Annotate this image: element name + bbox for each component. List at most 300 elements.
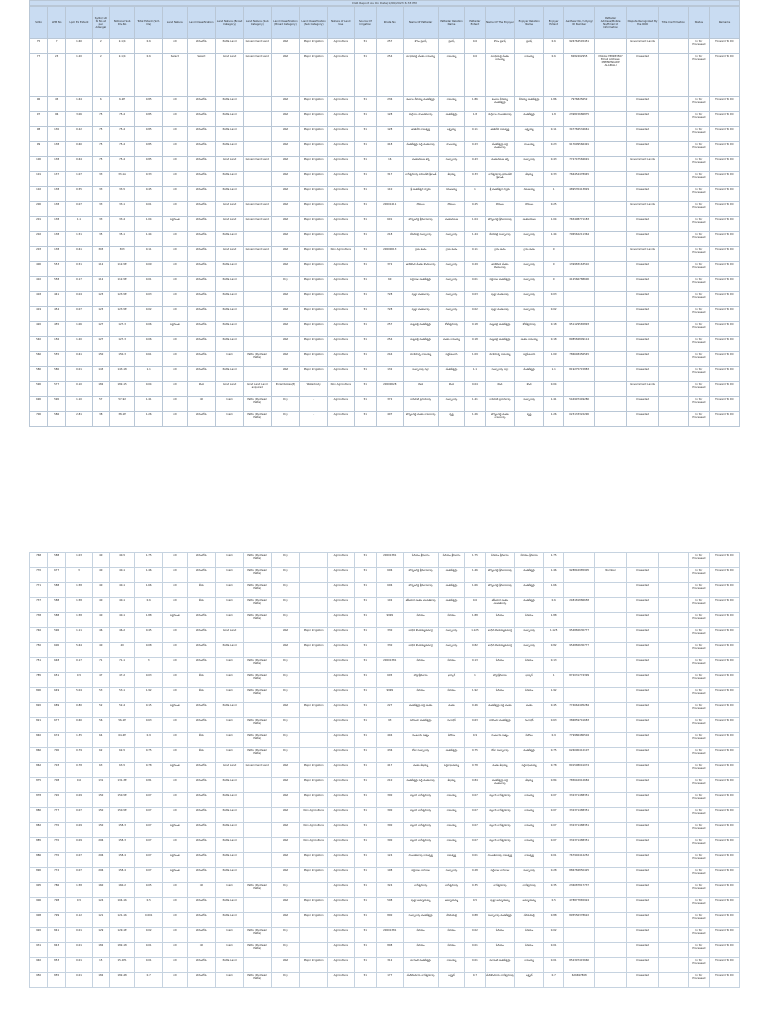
table-cell: Inam: [216, 943, 244, 958]
table-cell: [595, 292, 627, 307]
table-cell: Agriculture: [328, 232, 355, 247]
table-cell: 1.58: [66, 613, 93, 628]
table-cell: 51: [354, 322, 376, 337]
table-cell: [564, 382, 595, 397]
table-cell: 880: [30, 808, 48, 823]
table-cell: ntl: [163, 808, 187, 823]
table-cell: 257: [376, 39, 403, 54]
table-cell: [595, 172, 627, 187]
table-cell: నాగేశ్వరరావు: [515, 883, 544, 898]
table-cell: 885: [30, 838, 48, 853]
table-cell: Unseeded: [627, 928, 659, 943]
table-cell: 1.58: [66, 598, 93, 613]
table-cell: వెంకటేశ్వర్లు: [438, 598, 465, 613]
table-row: [30, 277, 740, 292]
table-cell: 51: [354, 778, 376, 793]
table-cell: 0.45: [135, 187, 163, 202]
table-cell: In for Processed: [688, 628, 709, 643]
table-cell: Major Irrigation: [300, 778, 328, 793]
table-cell: గుంటూరు సత్యం: [485, 733, 515, 748]
table-cell: శేషయ్య: [438, 172, 465, 187]
table-cell: పొరంబోకు: [187, 127, 216, 142]
table-cell: వెంకటేశ్వర్లు: [515, 598, 544, 613]
table-cell: In for Processed: [688, 322, 709, 337]
table-cell: 51: [354, 883, 376, 898]
table-cell: 1.04: [135, 217, 163, 232]
table-cell: 954882630777: [564, 643, 595, 658]
table-cell: 51: [354, 187, 376, 202]
table-cell: Patta Land: [216, 187, 244, 202]
table-cell: రామయ్య: [438, 54, 465, 97]
table-cell: 51: [354, 142, 376, 157]
table-cell: Forward To DC: [710, 868, 740, 883]
table-cell: 0.5: [135, 898, 163, 913]
table-cell: [658, 598, 688, 613]
table-cell: Agriculture: [328, 277, 355, 292]
table-cell: పొరంబోకు: [187, 853, 216, 868]
table-cell: 0.18: [465, 322, 485, 337]
table-cell: శేషయ్య: [515, 172, 544, 187]
table-cell: 1.09: [544, 352, 564, 367]
table-cell: సుబ్బారావు వెంకటేశ్వర్లు: [403, 913, 438, 928]
table-cell: 51: [354, 292, 376, 307]
table-cell: ntl: [163, 943, 187, 958]
table-cell: 407: [376, 412, 403, 427]
table-cell: In for Processed: [688, 823, 709, 838]
table-cell: Forward To DC: [710, 628, 740, 643]
table-cell: Major Irrigation: [300, 232, 328, 247]
report-page-2: [29, 552, 768, 1024]
table-cell: 138: [48, 157, 66, 172]
table-cell: 0.6: [544, 54, 564, 97]
table-cell: [595, 337, 627, 352]
table-cell: Patta Land: [216, 292, 244, 307]
table-cell: Major Irrigation: [300, 643, 328, 658]
table-cell: పొరంబోకు: [187, 142, 216, 157]
table-cell: 40-1: [109, 568, 135, 583]
table-cell: Forward To DC: [710, 838, 740, 853]
table-cell: 202: [30, 232, 48, 247]
table-cell: 0.03: [465, 292, 485, 307]
table-cell: రామయ్య: [438, 823, 465, 838]
table-cell: 1.75: [465, 553, 485, 568]
table-cell: ntl: [163, 928, 187, 943]
table-cell: వల్లూరి నాగేశ్వరరావు: [485, 793, 515, 808]
table-cell: In for Processed: [688, 352, 709, 367]
table-cell: వల్లూరి నాగేశ్వరరావు: [485, 808, 515, 823]
table-cell: 1.75: [135, 553, 163, 568]
table-cell: Select: [187, 54, 216, 97]
table-cell: 703: [48, 763, 66, 778]
table-cell: 786: [48, 883, 66, 898]
table-cell: Agriculture: [328, 412, 355, 427]
table-cell: మాగంటి వెంకటేశ్వర్లు: [485, 958, 515, 973]
table-cell: Patta Land: [216, 643, 244, 658]
table-cell: Government Lands: [627, 382, 659, 397]
table-cell: కోలా సుబ్బారావు: [485, 748, 515, 763]
table-cell: 75-4: [109, 142, 135, 157]
table-cell: 33: [92, 187, 109, 202]
table-cell: 51: [354, 277, 376, 292]
table-cell: Forward To DC: [710, 352, 740, 367]
table-cell: శ్రీ వెంకటేశ్వర స్వామి: [403, 187, 438, 202]
table-cell: 40: [92, 613, 109, 628]
table-cell: [595, 232, 627, 247]
table-cell: 728: [376, 307, 403, 322]
table-cell: [595, 748, 627, 763]
table-cell: 841: [48, 928, 66, 943]
table-cell: లక్ష్మయ్య: [515, 127, 544, 142]
table-cell: 372: [376, 397, 403, 412]
column-header: Land Classification (Broad Category): [271, 7, 300, 39]
table-cell: బీడు: [187, 598, 216, 613]
table-cell: 51: [354, 337, 376, 352]
table-cell: 51: [354, 367, 376, 382]
table-cell: Forward To DC: [710, 958, 740, 973]
table-cell: సుబ్బారావు: [515, 277, 544, 292]
table-cell: Major Irrigation: [300, 958, 328, 973]
table-cell: 1: [544, 673, 564, 688]
table-cell: Major Irrigation: [300, 54, 328, 97]
table-cell: 236087817737: [564, 883, 595, 898]
table-cell: ntl: [163, 127, 187, 142]
table-cell: 40: [92, 553, 109, 568]
table-cell: 796562211364: [564, 232, 595, 247]
table-cell: 2: [92, 39, 109, 54]
table-cell: In for Processed: [688, 658, 709, 673]
table-cell: 0.22: [66, 127, 93, 142]
table-cell: ntl: [163, 688, 187, 703]
table-cell: రామయ్య: [515, 54, 544, 97]
table-cell: 1.64: [66, 97, 93, 112]
table-cell: 750: [30, 643, 48, 658]
table-cell: 0.07: [544, 838, 564, 853]
table-cell: 47: [92, 673, 109, 688]
table-cell: పేరియం: [515, 658, 544, 673]
table-cell: 112-5E: [109, 277, 135, 292]
table-cell: 0.7: [544, 973, 564, 988]
table-cell: In for Processed: [688, 598, 709, 613]
table-cell: Agriculture: [328, 397, 355, 412]
table-cell: జొన్నలగడ్డ శ్రీనివాసరావు: [403, 583, 438, 598]
table-cell: [300, 733, 328, 748]
table-cell: Pattu (Ryotwari Patta): [243, 352, 271, 367]
table-cell: 123-5E: [109, 292, 135, 307]
table-cell: Pattu (Ryotwari Patta): [243, 583, 271, 598]
table-cell: Forward To DC: [710, 688, 740, 703]
table-cell: 96: [48, 112, 66, 127]
table-cell: 786648456545: [564, 352, 595, 367]
table-cell: ntl: [163, 337, 187, 352]
table-cell: [595, 598, 627, 613]
table-cell: 821: [30, 718, 48, 733]
table-cell: 1.125: [544, 628, 564, 643]
table-cell: 0.07: [135, 823, 163, 838]
table-cell: 0.45: [135, 628, 163, 643]
table-cell: 800: [30, 688, 48, 703]
table-cell: 626697868: [564, 973, 595, 988]
table-cell: In for Processed: [688, 943, 709, 958]
table-cell: [658, 277, 688, 292]
table-cell: Unseeded: [627, 778, 659, 793]
table-cell: [243, 337, 271, 352]
table-cell: 150: [92, 793, 109, 808]
table-cell: పొరంబోకు: [187, 217, 216, 232]
table-cell: 1.46: [135, 568, 163, 583]
table-cell: 0.07: [135, 793, 163, 808]
table-cell: Govt Land: [216, 54, 244, 97]
table-cell: 51: [354, 232, 376, 247]
table-cell: Forward To DC: [710, 397, 740, 412]
table-cell: పేరియం: [403, 943, 438, 958]
table-cell: సోముల: [515, 202, 544, 217]
table-cell: Forward To DC: [710, 307, 740, 322]
table-cell: 51: [354, 583, 376, 598]
table-cell: Unseeded: [627, 733, 659, 748]
table-cell: 0.01: [465, 958, 485, 973]
table-cell: 71: [92, 658, 109, 673]
table-cell: Dry: [271, 598, 300, 613]
table-cell: Major Irrigation: [300, 322, 328, 337]
table-cell: 46-2: [109, 628, 135, 643]
table-cell: Major Irrigation: [300, 868, 328, 883]
table-cell: 51: [354, 412, 376, 427]
table-cell: ntl: [163, 553, 187, 568]
table-cell: [595, 793, 627, 808]
table-cell: 0.07: [66, 853, 93, 868]
table-cell: Wet: [271, 54, 300, 97]
table-cell: బీడు: [187, 583, 216, 598]
table-cell: 0.02: [465, 928, 485, 943]
table-cell: 123: [92, 307, 109, 322]
table-cell: 950: [30, 973, 48, 988]
table-cell: 0.78: [544, 763, 564, 778]
table-cell: ntl: [163, 958, 187, 973]
table-cell: 20001381: [376, 928, 403, 943]
column-header: Remarks: [710, 7, 740, 39]
table-cell: 51: [354, 157, 376, 172]
table-cell: Agriculture: [328, 97, 355, 112]
table-cell: 770: [48, 823, 66, 838]
table-cell: 0.29: [465, 262, 485, 277]
table-cell: సుబ్బారావు: [515, 628, 544, 643]
table-cell: [300, 943, 328, 958]
table-cell: Unseeded: [627, 232, 659, 247]
table-cell: ఏసోబు: [438, 733, 465, 748]
table-cell: 51: [354, 613, 376, 628]
table-cell: Waterbody: [300, 382, 328, 397]
table-cell: ntl: [163, 718, 187, 733]
table-row: [30, 202, 740, 217]
table-row: [30, 337, 740, 352]
table-cell: 40-1: [109, 613, 135, 628]
table-cell: 0.81: [135, 778, 163, 793]
table-cell: Agriculture: [328, 763, 355, 778]
table-cell: 62: [92, 748, 109, 763]
table-cell: పెద్దగుంత: [163, 823, 187, 838]
table-cell: 1.10: [66, 397, 93, 412]
table-cell: Major Irrigation: [300, 187, 328, 202]
table-cell: 494: [376, 733, 403, 748]
table-row: [30, 628, 740, 643]
table-cell: In for Processed: [688, 217, 709, 232]
table-cell: Unseeded: [627, 127, 659, 142]
table-cell: ntl: [163, 628, 187, 643]
table-cell: Inam: [216, 748, 244, 763]
table-cell: 928816985905: [564, 568, 595, 583]
table-cell: 143-18: [109, 367, 135, 382]
table-row: [30, 913, 740, 928]
table-cell: [658, 778, 688, 793]
table-cell: 906: [30, 898, 48, 913]
table-cell: సుబ్బారావు: [438, 307, 465, 322]
table-cell: 2.81: [66, 412, 93, 427]
table-cell: Inam: [216, 973, 244, 988]
table-cell: Agriculture: [328, 367, 355, 382]
column-header: Land Classification: [187, 7, 216, 39]
table-cell: Wet: [271, 823, 300, 838]
table-cell: [658, 673, 688, 688]
table-cell: 0.5: [66, 898, 93, 913]
table-cell: Forward To DC: [710, 202, 740, 217]
table-cell: జొన్నలగడ్డ శ్రీనివాసరావు: [403, 568, 438, 583]
table-cell: Porambokes(P): [271, 382, 300, 397]
table-cell: Wet: [271, 292, 300, 307]
table-cell: 93: [376, 718, 403, 733]
table-cell: [658, 763, 688, 778]
table-cell: 875: [30, 778, 48, 793]
table-cell: 940: [30, 958, 48, 973]
table-cell: 0.01: [135, 958, 163, 973]
table-cell: కోలా సుబ్బారావు: [403, 748, 438, 763]
table-cell: Pattu (Ryotwari Patta): [243, 928, 271, 943]
table-cell: బీడు: [187, 673, 216, 688]
table-cell: Dry: [271, 277, 300, 292]
table-cell: Major Irrigation: [300, 112, 328, 127]
table-cell: Govt Land: [216, 157, 244, 172]
table-cell: 51: [354, 808, 376, 823]
table-cell: మట్టపల్లి వెంకటేశ్వర్లు: [403, 337, 438, 352]
table-cell: Wet: [271, 337, 300, 352]
table-cell: వల్లూరి నాగేశ్వరరావు: [403, 793, 438, 808]
table-cell: 0.11: [465, 247, 485, 262]
table-row: [30, 673, 740, 688]
table-cell: 158-3: [109, 838, 135, 853]
table-cell: 931: [30, 943, 48, 958]
table-cell: 20001381: [376, 553, 403, 568]
table-cell: 768: [30, 553, 48, 568]
table-cell: 1.92: [465, 688, 485, 703]
table-cell: 0.6: [66, 778, 93, 793]
table-cell: ntl: [163, 382, 187, 397]
table-cell: పేరియం శ్రీనివాసు: [515, 553, 544, 568]
table-cell: ntl: [163, 172, 187, 187]
table-cell: 236: [376, 97, 403, 112]
table-cell: Dry: [271, 973, 300, 988]
table-cell: Unseeded: [627, 397, 659, 412]
table-cell: 139983163510: [564, 262, 595, 277]
table-cell: [595, 823, 627, 838]
table-cell: సుబ్బారావు వెంకటేశ్వర్లు: [485, 913, 515, 928]
table-row: [30, 382, 740, 397]
table-row: [30, 292, 740, 307]
table-cell: 0.07: [465, 808, 485, 823]
table-cell: 51: [354, 172, 376, 187]
table-cell: Patta Land: [216, 277, 244, 292]
table-cell: ntl: [163, 748, 187, 763]
table-cell: Agriculture: [328, 628, 355, 643]
table-cell: [243, 628, 271, 643]
table-cell: 0.13: [544, 658, 564, 673]
table-cell: Agriculture: [328, 39, 355, 54]
table-cell: 0.9: [135, 733, 163, 748]
table-cell: 0.01: [135, 202, 163, 217]
table-cell: మాధవపెద్ది వేంకట రామయ్య: [485, 54, 515, 97]
table-cell: సాంబశివరావు రామకృష్ణ: [485, 853, 515, 868]
table-cell: Unseeded: [627, 172, 659, 187]
table-cell: In for Processed: [688, 808, 709, 823]
table-cell: 51: [354, 838, 376, 853]
table-cell: పెద్దరాఘవయ్య: [438, 763, 465, 778]
table-cell: Dry: [271, 883, 300, 898]
table-cell: Pattu (Ryotwari Patta): [243, 412, 271, 427]
table-cell: 651: [48, 673, 66, 688]
table-cell: Agriculture: [328, 217, 355, 232]
table-cell: 0.46: [465, 703, 485, 718]
table-cell: 324: [376, 883, 403, 898]
table-cell: పేరియం: [438, 658, 465, 673]
table-cell: 508: [376, 898, 403, 913]
table-cell: ntl: [187, 943, 216, 958]
table-cell: 75: [30, 39, 48, 54]
table-cell: 57-92: [109, 397, 135, 412]
table-cell: 51: [354, 703, 376, 718]
table-cell: సుబ్బారావు: [515, 232, 544, 247]
table-cell: 436: [376, 748, 403, 763]
table-cell: సాంబయ్య: [438, 142, 465, 157]
table-cell: Unseeded: [627, 54, 659, 97]
table-cell: 0.01: [465, 943, 485, 958]
table-cell: 1.8: [544, 112, 564, 127]
table-cell: In for Processed: [688, 973, 709, 988]
table-cell: ntl: [163, 838, 187, 853]
table-cell: 648: [48, 658, 66, 673]
table-row: [30, 39, 740, 54]
table-cell: 51: [354, 112, 376, 127]
table-cell: 53-1: [109, 688, 135, 703]
table-cell: Agriculture: [328, 292, 355, 307]
table-cell: పొరంబోకు: [187, 337, 216, 352]
table-cell: Forward To DC: [710, 127, 740, 142]
table-cell: 605: [376, 673, 403, 688]
table-cell: Unseeded: [627, 337, 659, 352]
table-cell: Forward To DC: [710, 583, 740, 598]
table-cell: పుట్టా వెంకటరావు: [403, 307, 438, 322]
table-cell: పెద్దిరాజు వెంకటేశ్వర్లు: [485, 277, 515, 292]
table-cell: In for Processed: [688, 187, 709, 202]
table-cell: 56: [92, 718, 109, 733]
table-cell: 674: [48, 733, 66, 748]
table-cell: Wet: [271, 307, 300, 322]
table-cell: ntl: [163, 898, 187, 913]
table-cell: 75: [92, 112, 109, 127]
report-page-1: [29, 0, 768, 470]
table-cell: పొరంబోకు: [187, 322, 216, 337]
table-cell: పొరంబోకు: [187, 913, 216, 928]
table-cell: పేరియం శ్రీనివాసు: [403, 553, 438, 568]
table-cell: [658, 793, 688, 808]
table-cell: పేరియం: [515, 943, 544, 958]
